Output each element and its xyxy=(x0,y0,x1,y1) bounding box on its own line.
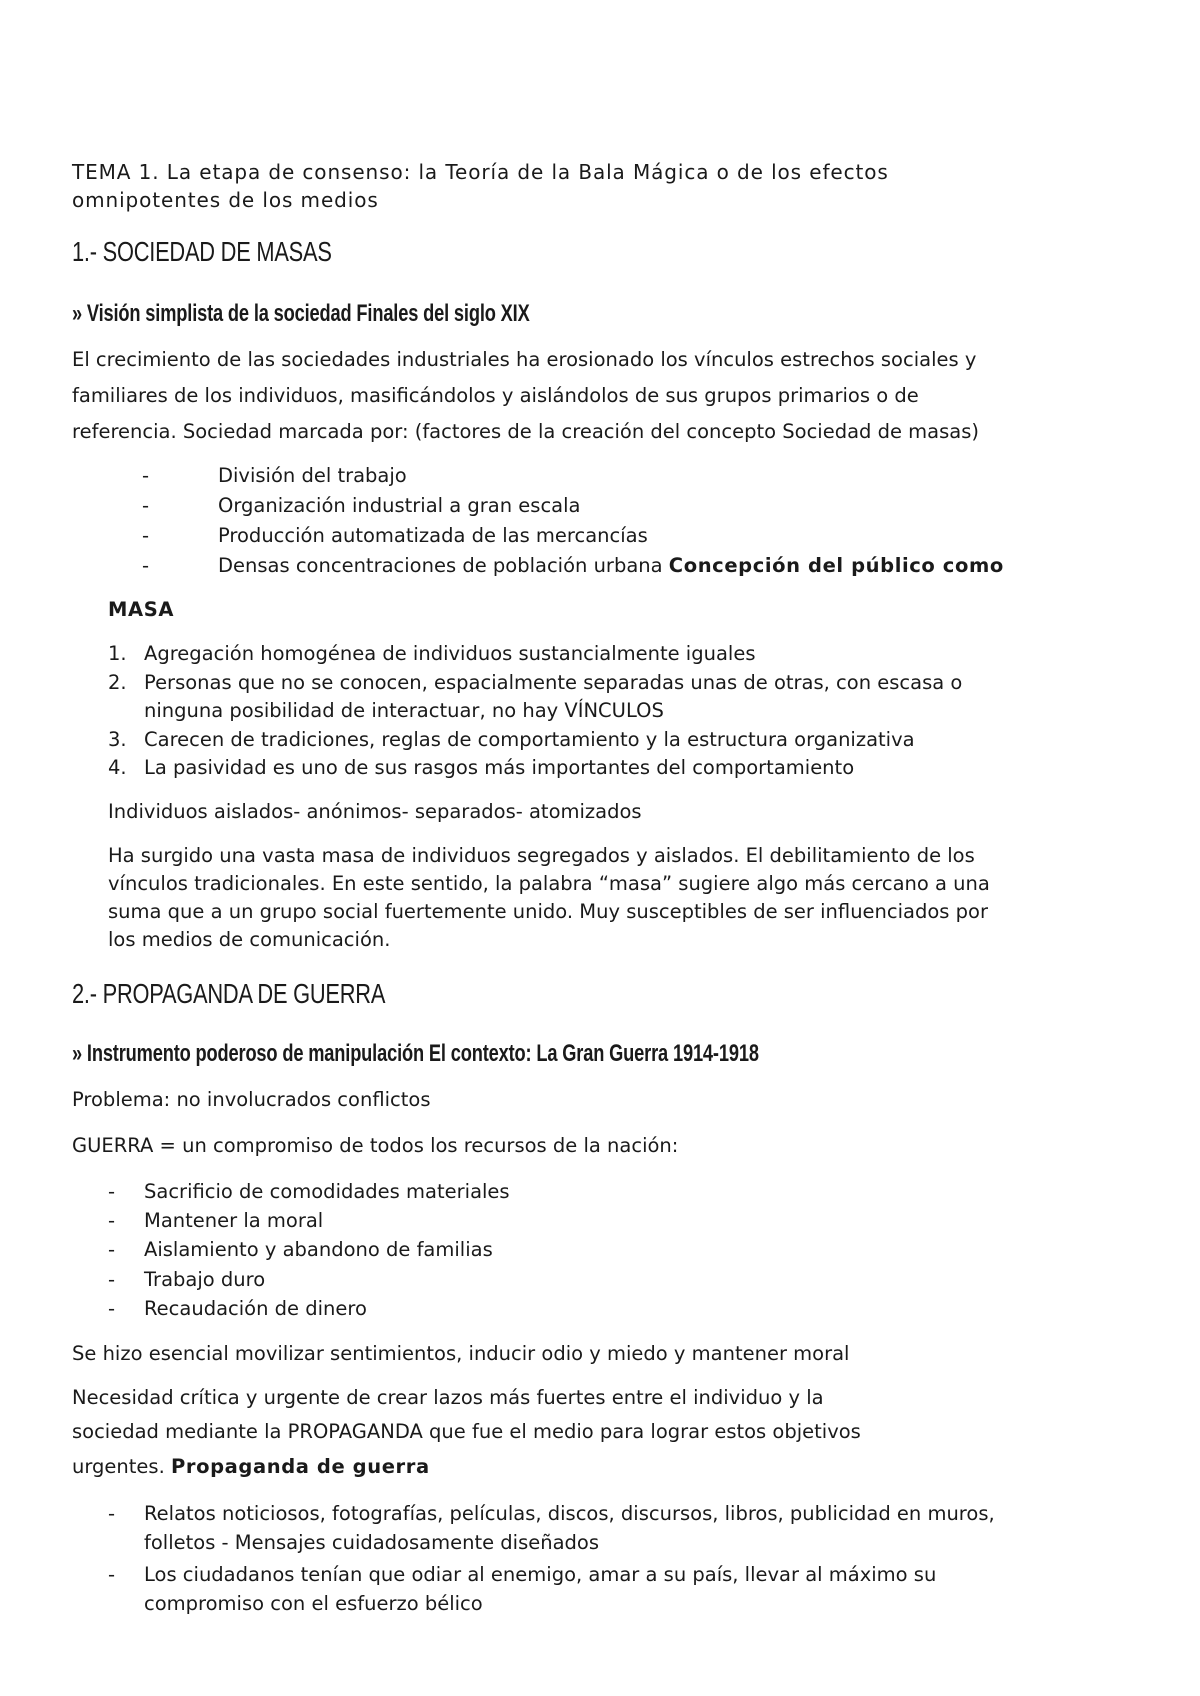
list-item: Los ciudadanos tenían que odiar al enemigo, amar a su país, llevar al máximo su xyxy=(144,1563,937,1586)
bullet-marker: - xyxy=(108,1502,116,1525)
section-1-subheading: » Visión simplista de la sociedad Finales del siglo XIX xyxy=(72,300,530,327)
bullet-marker: - xyxy=(108,1268,116,1291)
necesidad-text: urgentes. xyxy=(72,1455,165,1478)
list-item-continuation: folletos - Mensajes cuidadosamente diseñados xyxy=(144,1531,600,1554)
guerra-line: GUERRA = un compromiso de todos los recursos de la nación: xyxy=(72,1134,679,1157)
bold-concept: Concepción del público como xyxy=(668,554,1004,577)
individuos-line: Individuos aislados- anónimos- separados- atomizados xyxy=(108,800,642,823)
numbered-item: Agregación homogénea de individuos sustancialmente iguales xyxy=(144,642,756,665)
bullet-marker: - xyxy=(142,554,150,577)
bullet-marker: - xyxy=(108,1180,116,1203)
bold-propaganda: Propaganda de guerra xyxy=(170,1455,430,1478)
list-item xyxy=(218,554,1004,577)
bullet-marker: - xyxy=(142,524,150,547)
masa-paragraph-line-1: Ha surgido una vasta masa de individuos segregados y aislados. El debilitamiento de los xyxy=(108,844,975,867)
bullet-marker: - xyxy=(142,494,150,517)
section-2-heading: 2.- PROPAGANDA DE GUERRA xyxy=(72,978,386,1009)
list-item: División del trabajo xyxy=(218,464,407,487)
title-line-1: TEMA 1. La etapa de consenso: la Teoría de la Bala Mágica o de los efectos xyxy=(72,160,889,184)
masa-paragraph-line-4: los medios de comunicación. xyxy=(108,928,391,951)
section-2-subheading: » Instrumento poderoso de manipulación El contexto: La Gran Guerra 1914-1918 xyxy=(72,1040,759,1067)
list-number: 3. xyxy=(108,728,127,751)
list-item: Producción automatizada de las mercancías xyxy=(218,524,648,547)
list-item-text: Densas concentraciones de población urbana xyxy=(218,554,663,577)
masa-paragraph-line-2: vínculos tradicionales. En este sentido, la palabra “masa” sugiere algo más cercano a una xyxy=(108,872,990,895)
numbered-item: Carecen de tradiciones, reglas de comportamiento y la estructura organizativa xyxy=(144,728,915,751)
list-number: 4. xyxy=(108,756,127,779)
list-number: 1. xyxy=(108,642,127,665)
list-number: 2. xyxy=(108,671,127,694)
bold-masa: MASA xyxy=(108,598,175,621)
numbered-item: La pasividad es uno de sus rasgos más importantes del comportamiento xyxy=(144,756,855,779)
intro-line-3: referencia. Sociedad marcada por: (factores de la creación del concepto Sociedad de masas) xyxy=(72,420,980,443)
necesidad-line-3 xyxy=(72,1455,430,1478)
list-item: Aislamiento y abandono de familias xyxy=(144,1238,493,1261)
list-item-continuation: compromiso con el esfuerzo bélico xyxy=(144,1592,483,1615)
list-item: Recaudación de dinero xyxy=(144,1297,367,1320)
bullet-marker: - xyxy=(108,1563,116,1586)
list-item: Relatos noticiosos, fotografías, películas, discos, discursos, libros, publicidad en muros, xyxy=(144,1502,995,1525)
title-line-2: omnipotentes de los medios xyxy=(72,188,379,212)
intro-line-2: familiares de los individuos, masificándolos y aislándolos de sus grupos primarios o de xyxy=(72,384,919,407)
bullet-marker: - xyxy=(108,1238,116,1261)
bullet-marker: - xyxy=(142,464,150,487)
document-title xyxy=(72,158,1072,214)
intro-line-1: El crecimiento de las sociedades industriales ha erosionado los vínculos estrechos sociales y xyxy=(72,348,977,371)
list-item: Organización industrial a gran escala xyxy=(218,494,581,517)
necesidad-line-2: sociedad mediante la PROPAGANDA que fue el medio para lograr estos objetivos xyxy=(72,1420,861,1443)
numbered-item-continuation: ninguna posibilidad de interactuar, no hay VÍNCULOS xyxy=(144,699,664,722)
problema-line: Problema: no involucrados conflictos xyxy=(72,1088,431,1111)
list-item: Trabajo duro xyxy=(144,1268,266,1291)
masa-paragraph-line-3: suma que a un grupo social fuertemente unido. Muy susceptibles de ser influenciados por xyxy=(108,900,988,923)
esencial-line: Se hizo esencial movilizar sentimientos, inducir odio y miedo y mantener moral xyxy=(72,1342,850,1365)
necesidad-line-1: Necesidad crítica y urgente de crear lazos más fuertes entre el individuo y la xyxy=(72,1386,824,1409)
bullet-marker: - xyxy=(108,1297,116,1320)
bullet-marker: - xyxy=(108,1209,116,1232)
list-item: Sacrificio de comodidades materiales xyxy=(144,1180,510,1203)
numbered-item: Personas que no se conocen, espacialmente separadas unas de otras, con escasa o xyxy=(144,671,963,694)
list-item: Mantener la moral xyxy=(144,1209,324,1232)
section-1-heading: 1.- SOCIEDAD DE MASAS xyxy=(72,236,332,267)
